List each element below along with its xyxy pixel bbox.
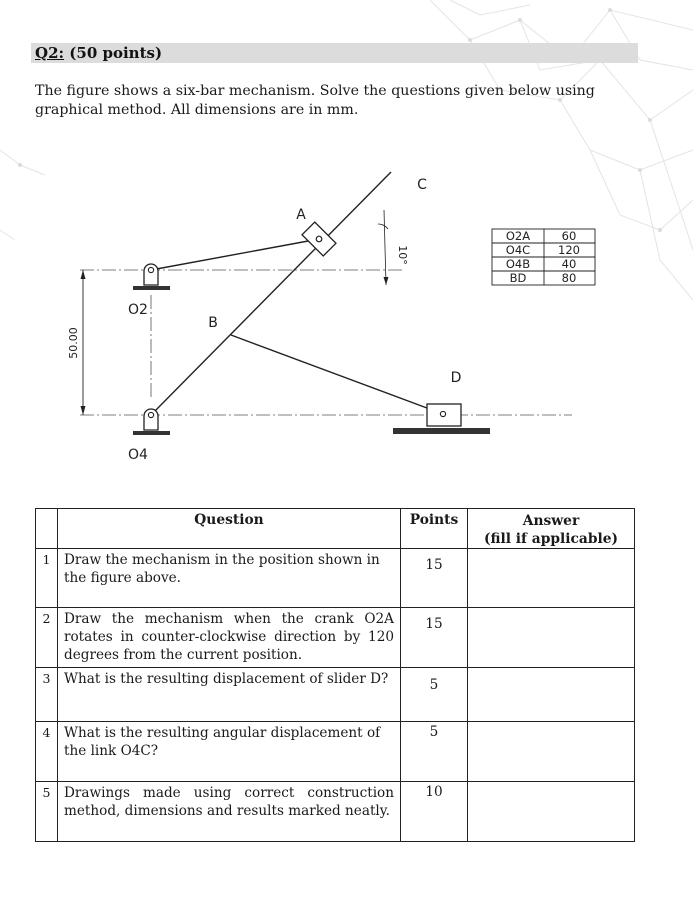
row-number: 2 — [36, 608, 58, 668]
row-number: 5 — [36, 782, 58, 842]
angle-arc — [378, 224, 388, 229]
link-o4c — [151, 172, 391, 415]
row-question: Draw the mechanism when the crank O2A rotates in counter-clockwise direction by 120 degrees from the current position. — [58, 608, 401, 668]
slider-d — [393, 404, 490, 434]
link-o2a — [151, 239, 319, 270]
table-header-row — [36, 509, 635, 549]
angle-arrow — [384, 277, 389, 285]
link-length-table — [492, 229, 595, 285]
row-question: What is the resulting angular displacement of the link O4C? — [58, 722, 401, 782]
ground-pivot-o4 — [133, 409, 170, 435]
table-length-o4b: 40 — [561, 257, 577, 271]
vertical-dimension-label: 50.00 — [67, 327, 80, 359]
table-length-o4c: 120 — [558, 243, 580, 257]
question-number: Q2: — [35, 44, 65, 62]
row-points: 5 — [401, 722, 468, 782]
row-points: 15 — [401, 549, 468, 608]
header-points: Points — [401, 509, 468, 549]
table-row — [36, 549, 635, 608]
answer-cell[interactable] — [468, 722, 635, 782]
label-b: B — [208, 315, 218, 331]
label-c: C — [417, 177, 427, 193]
row-number: 4 — [36, 722, 58, 782]
answer-cell[interactable] — [468, 782, 635, 842]
table-link-bd: BD — [509, 271, 527, 285]
intro-paragraph: The figure shows a six-bar mechanism. Solve the questions given below using graphical method. All dimensions are in mm. — [35, 83, 595, 118]
link-bd — [231, 335, 443, 414]
answer-cell[interactable] — [468, 668, 635, 722]
row-number: 1 — [36, 549, 58, 608]
table-row — [36, 722, 635, 782]
row-points: 5 — [401, 668, 468, 722]
row-question: Draw the mechanism in the position shown in the figure above. — [58, 549, 401, 608]
answer-cell[interactable] — [468, 549, 635, 608]
header-question: Question — [58, 509, 401, 549]
six-bar-mechanism-figure — [0, 150, 693, 470]
header-answer — [468, 509, 635, 549]
header-answer-line1: Answer — [522, 513, 580, 529]
row-points: 10 — [401, 782, 468, 842]
label-a: A — [296, 207, 306, 223]
angle-dimension-label: 10° — [396, 245, 409, 265]
answer-cell[interactable] — [468, 608, 635, 668]
row-question: Drawings made using correct construction method, dimensions and results marked neatly. — [58, 782, 401, 842]
joint-a — [316, 236, 322, 242]
header-answer-line2: (fill if applicable) — [483, 531, 619, 547]
label-o2: O2 — [128, 302, 148, 318]
label-o4: O4 — [128, 447, 148, 463]
table-link-o4c: O4C — [505, 243, 531, 257]
header-number — [36, 509, 58, 549]
row-points: 15 — [401, 608, 468, 668]
dimension-arrow-bottom — [81, 406, 86, 415]
dimension-arrow-top — [81, 270, 86, 279]
table-length-bd: 80 — [561, 271, 577, 285]
row-question: What is the resulting displacement of slider D? — [58, 668, 401, 722]
question-table — [35, 508, 635, 842]
row-number: 3 — [36, 668, 58, 722]
question-title — [35, 44, 162, 62]
label-d: D — [450, 370, 462, 386]
table-link-o4b: O4B — [505, 257, 531, 271]
table-row — [36, 668, 635, 722]
table-row — [36, 782, 635, 842]
table-row — [36, 608, 635, 668]
question-points: (50 points) — [69, 44, 163, 62]
table-link-o2a: O2A — [505, 229, 531, 243]
table-length-o2a: 60 — [561, 229, 577, 243]
angle-reference-line — [384, 210, 386, 285]
